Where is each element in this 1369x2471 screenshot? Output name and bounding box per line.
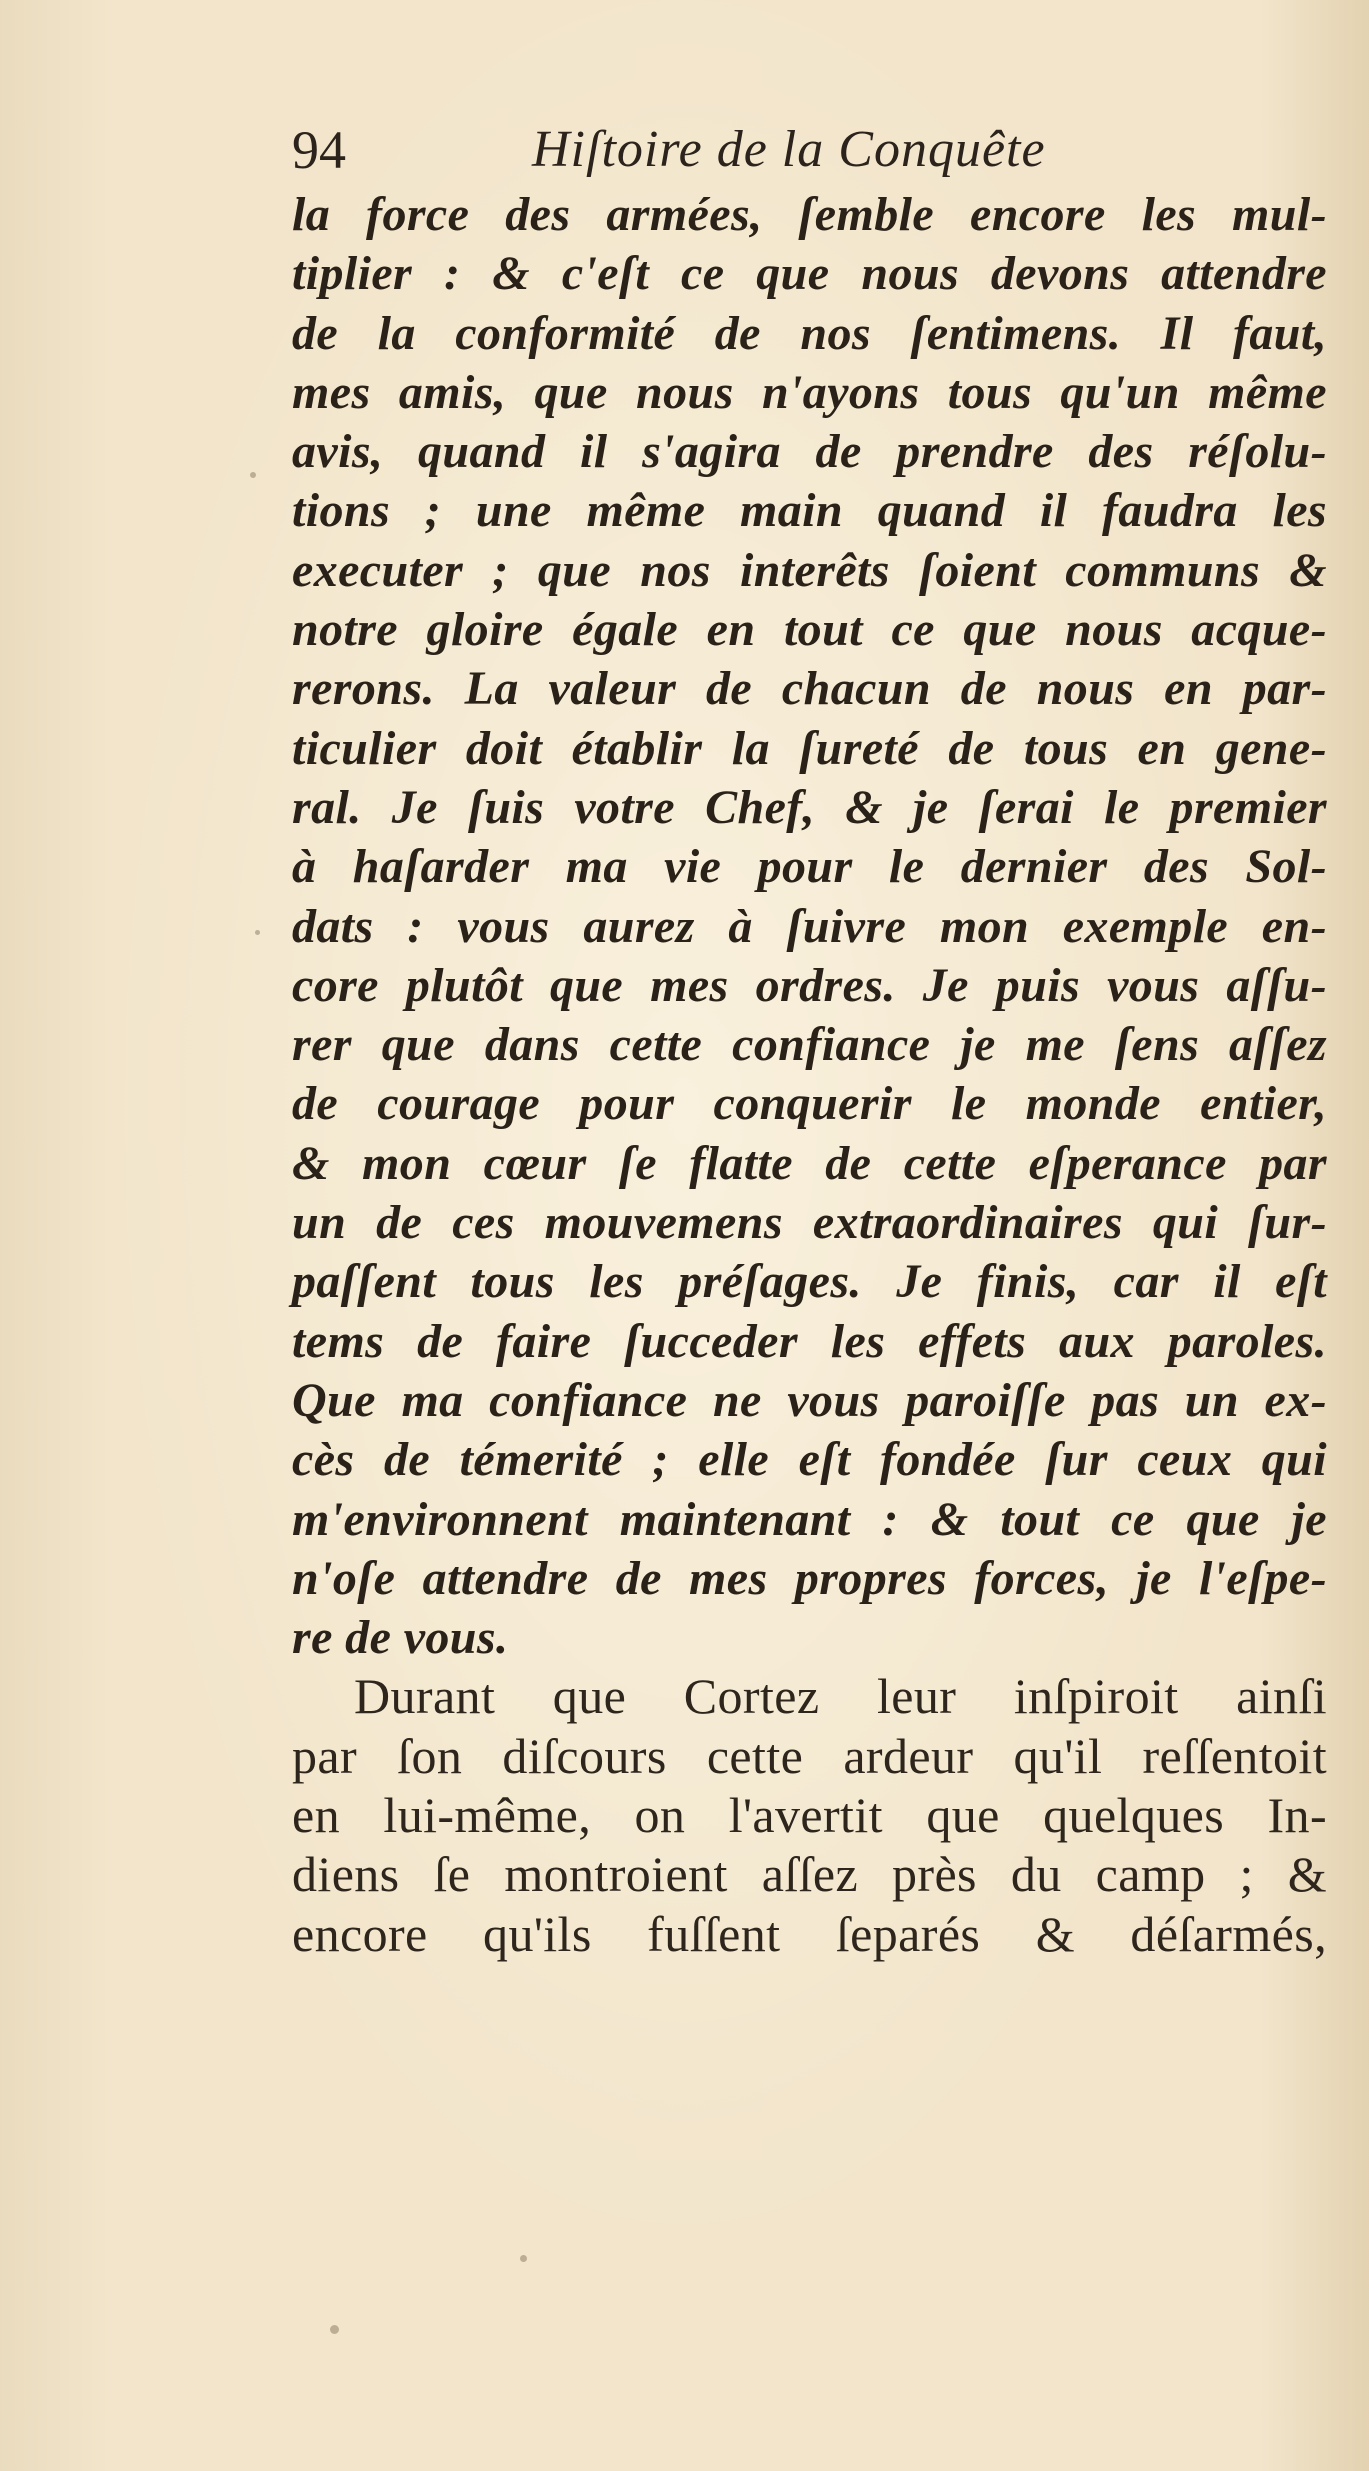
text-line: la force des armées, ſemble encore les mul- xyxy=(292,188,1327,241)
text-line: un de ces mouvemens extraordinaires qui ſur- xyxy=(292,1196,1327,1250)
text-line: de courage pour conquerir le monde entier, xyxy=(292,1077,1327,1131)
text-line: tiplier : & c'eſt ce que nous devons attendre xyxy=(292,247,1327,301)
text-line: cès de témerité ; elle eſt fondée ſur ceux qui xyxy=(292,1433,1327,1487)
speech-paragraph xyxy=(292,185,1327,1667)
page-header xyxy=(292,110,1252,190)
paper-speck xyxy=(250,472,256,478)
text-line: tions ; une même main quand il faudra les xyxy=(292,484,1327,538)
paper-speck xyxy=(255,930,260,935)
text-line: rerons. La valeur de chacun de nous en par- xyxy=(292,662,1327,716)
text-line: Que ma confiance ne vous paroiſſe pas un ex- xyxy=(292,1373,1327,1427)
text-line: de la conformité de nos ſentimens. Il faut, xyxy=(292,306,1327,360)
text-line: encore qu'ils fuſſent ſeparés & déſarmés, xyxy=(292,1905,1327,1962)
text-line: ral. Je ſuis votre Chef, & je ſerai le premier xyxy=(292,780,1327,834)
text-line: en lui-même, on l'avertit que quelques In- xyxy=(292,1787,1327,1844)
body-text xyxy=(292,185,1327,1964)
text-line: tems de faire ſucceder les effets aux paroles. xyxy=(292,1314,1327,1368)
text-line: executer ; que nos interêts ſoient communs & xyxy=(292,543,1327,597)
text-line: notre gloire égale en tout ce que nous acque- xyxy=(292,603,1327,657)
text-line: paſſent tous les préſages. Je finis, car il eſt xyxy=(292,1255,1327,1309)
text-line: mes amis, que nous n'ayons tous qu'un même xyxy=(292,365,1327,419)
text-line: ticulier doit établir la ſureté de tous en gene- xyxy=(292,721,1327,775)
running-head: Hiſtoire de la Conquête xyxy=(532,121,1046,178)
text-line: par ſon diſcours cette ardeur qu'il reſſentoit xyxy=(292,1727,1327,1784)
text-line: n'oſe attendre de mes propres forces, je l'eſpe- xyxy=(292,1551,1327,1605)
text-line: dats : vous aurez à ſuivre mon exemple en- xyxy=(292,899,1327,953)
paper-speck xyxy=(520,2255,527,2262)
paper-speck xyxy=(330,2325,339,2334)
text-line: m'environnent maintenant : & tout ce que je xyxy=(292,1492,1327,1546)
text-line: core plutôt que mes ordres. Je puis vous aſſu- xyxy=(292,958,1327,1012)
narrative-paragraph xyxy=(292,1667,1327,1963)
text-line: avis, quand il s'agira de prendre des réſolu- xyxy=(292,425,1327,479)
text-line: Durant que Cortez leur inſpiroit ainſi xyxy=(354,1668,1327,1725)
page-number: 94 xyxy=(292,120,346,180)
text-line: rer que dans cette confiance je me ſens aſſez xyxy=(292,1018,1327,1072)
text-line: re de vous. xyxy=(292,1611,509,1665)
text-line: à haſarder ma vie pour le dernier des Sol- xyxy=(292,840,1327,894)
text-line: & mon cœur ſe flatte de cette eſperance par xyxy=(292,1136,1327,1190)
text-line: diens ſe montroient aſſez près du camp ; & xyxy=(292,1846,1327,1903)
